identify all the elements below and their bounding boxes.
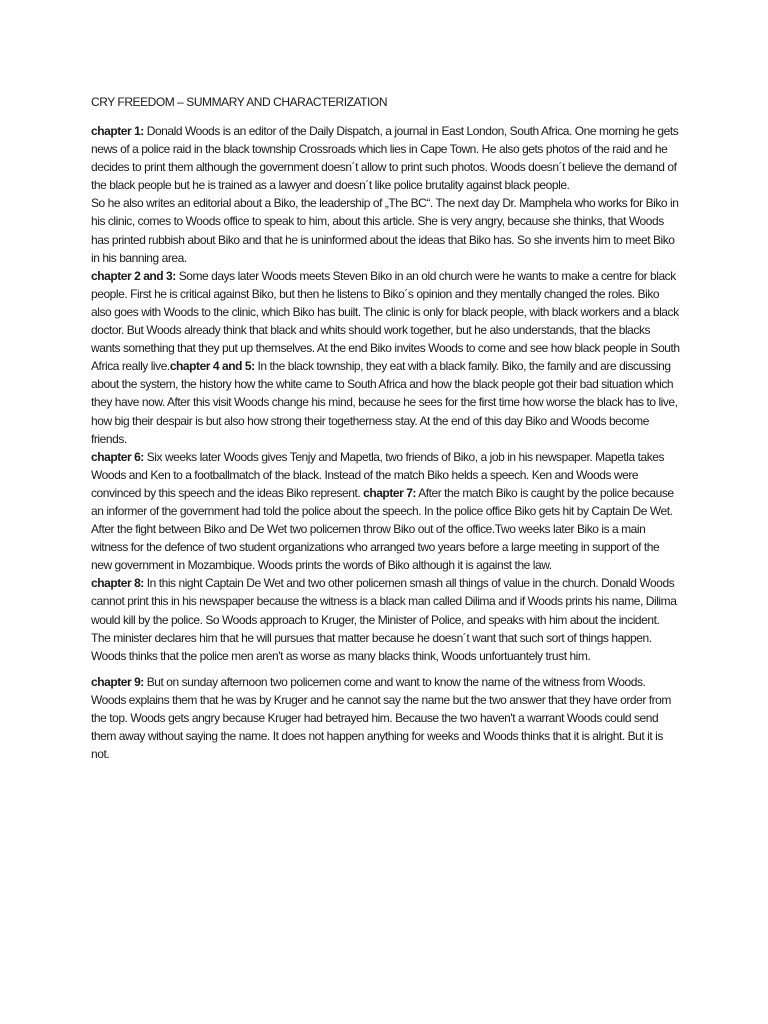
paragraph-text: Donald Woods is an editor of the Daily Dispatch, a journal in East London, South Africa. One morning he gets news of a police raid in the black township Crossroads which lies in Cape Town. He also gets photos of the raid and he decides to print them although the government doesn´t allow to print such photos. Woods doesn´t believe the demand of the black people but he is trained as a lawyer and doesn´t like police brutality against black people. [91, 124, 679, 193]
chapter-label: chapter 2 and 3: [91, 268, 176, 283]
paragraph-chapter-8 [91, 574, 681, 664]
paragraph-chapter-1 [91, 122, 681, 194]
chapter-label: chapter 9: [91, 674, 144, 689]
paragraph-text: In this night Captain De Wet and two other policemen smash all things of value in the church. Donald Woods cannot print this in his newspaper because the witness is a black man called Dilima and if Woods prints his name, Dilima would kill by the police. So Woods approach to Kruger, the Minister of Police, and speaks with him about the incident. The minister declares him that he will pursues that matter because he doesn´t want that such sort of things happen. Woods thinks that the police men aren't as worse as many blacks think, Woods unfortuantely trust him. [91, 576, 677, 663]
paragraph-text: Some days later Woods meets Steven Biko in an old church were he wants to make a centre for black people. First he is critical against Biko, but then he listens to Biko´s opinion and they mentally changed the roles. Biko also goes with Woods to the clinic, which Biko has built. The clinic is only for black people, with black workers and a black doctor. But Woods already think that black and whits should work together, but he also understands, that the blacks wants something that they put up themselves. At the end Biko invites Woods to come and see how black people in South Africa really live. [91, 268, 680, 374]
paragraph-text: After the match Biko is caught by the police because an informer of the government had told the police about the speech. In the police office Biko gets hit by Captain De Wet. After the fight between Biko and De Wet two policemen throw Biko out of the office.Two weeks later Biko is a main witness for the defence of two student organizations who arranged two years before a large meeting in support of the new government in Mozambique. Woods prints the words of Biko although it is against the law. [91, 485, 674, 573]
chapter-label: chapter 8: [91, 576, 144, 591]
paragraph-chapter-9 [91, 673, 681, 763]
paragraph-chapter-2-3 [91, 267, 681, 448]
chapter-label: chapter 6: [91, 449, 144, 464]
paragraph-chapter-6-7 [91, 448, 681, 575]
paragraph-text: So he also writes an editorial about a Biko, the leadership of „The BC“. The next day Dr. Mamphela who works for Biko in his clinic, comes to Woods office to speak to him, about this article. She is very angry, because she thinks, that Woods has printed rubbish about Biko and that he is uninformed about the ideas that Biko has. So she invents him to meet Biko in his banning area. [91, 196, 679, 265]
chapter-label: chapter 1: [91, 124, 144, 138]
paragraph-editorial [91, 194, 681, 266]
paragraph-text: But on sunday afternoon two policemen come and want to know the name of the witness from Woods. Woods explains them that he was by Kruger and he cannot say the name but the two answer that they have order from the top. Woods gets angry because Kruger had betrayed him. Because the two haven't a warrant Woods could send them away without saying the name. It does not happen anything for weeks and Woods thinks that it is alright. But it is not. [91, 674, 671, 762]
chapter-label: chapter 7: [363, 485, 416, 500]
paragraph-text: In the black township, they eat with a black family. Biko, the family and are discussing about the system, the history how the white came to South Africa and how the black people got their bad situation which they have now. After this visit Woods change his mind, because he sees for the first time how worse the black has to live, how big their despair is but also how strong their togetherness stay. At the end of this day Biko and Woods become friends. [91, 359, 678, 446]
document-title: CRY FREEDOM – SUMMARY AND CHARACTERIZATION [91, 95, 388, 109]
document-body [91, 94, 681, 763]
paragraph-text: Six weeks later Woods gives Tenjy and Mapetla, two friends of Biko, a job in his newspaper. Mapetla takes Woods and Ken to a footballmatch of the black. Instead of the match Biko helds a speech. Ken and Woods were convinced by this speech and the ideas Biko represent. [91, 449, 665, 500]
chapter-label: chapter 4 and 5: [169, 359, 255, 374]
